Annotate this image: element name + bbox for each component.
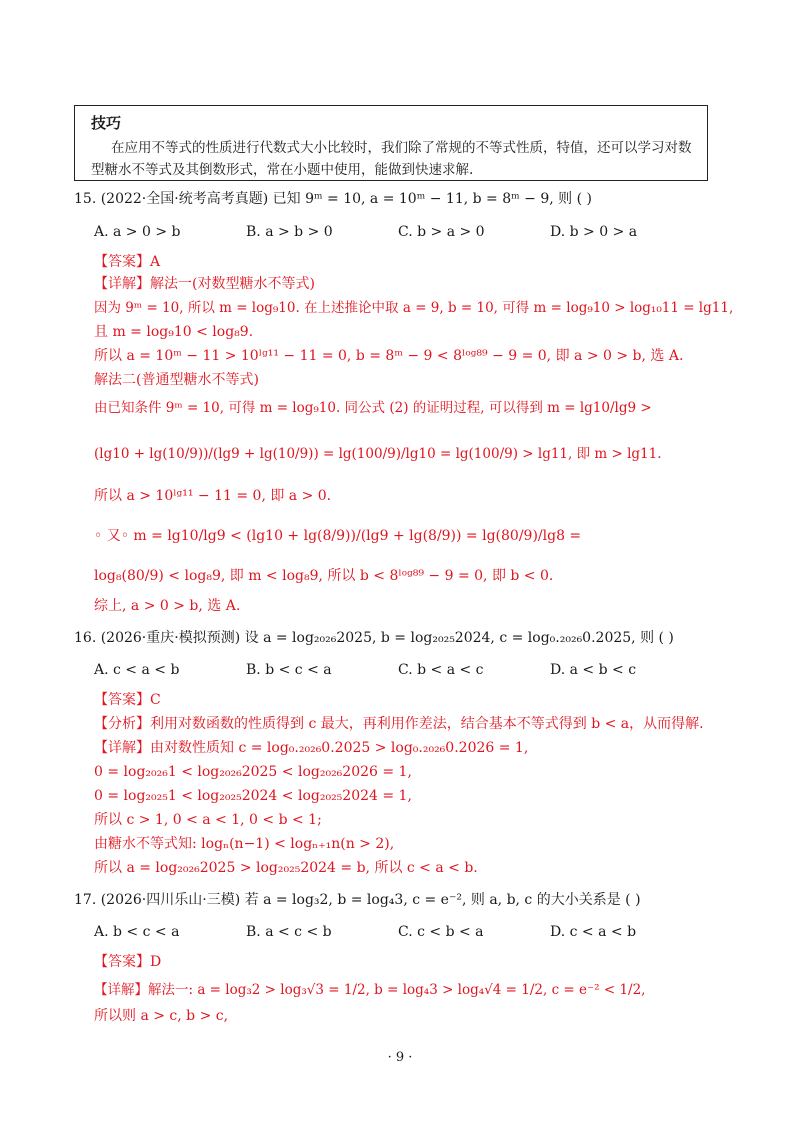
q15-line-5: 解法二(普通型糖水不等式): [94, 372, 259, 388]
q15-line-9: ◦ 又◦ m = lg10/lg9 < (lg10 + lg(8/9))/(lg9 + lg(8/9)) = lg(80/9)/lg8 =: [94, 528, 582, 544]
q16-line-3: 0 = log₂₀₂₆1 < log₂₀₂₆2025 < log₂₀₂₆2026 = 1,: [94, 764, 412, 780]
q16-line-2: 【详解】由对数性质知 c = log₀.₂₀₂₆0.2025 > log₀.₂₀₂₆0.2026 = 1,: [94, 740, 529, 756]
q15-line-11: 综上, a > 0 > b, 选 A.: [94, 598, 241, 614]
tip-line-1: 在应用不等式的性质进行代数式大小比较时，我们除了常规的不等式性质，特值，还可以学习对数: [111, 140, 692, 156]
tip-title: 技巧: [91, 114, 122, 132]
q16-answer: 【答案】C: [94, 692, 161, 708]
q16-line-7: 所以 a = log₂₀₂₆2025 > log₂₀₂₅2024 = b, 所以 c < a < b.: [94, 860, 478, 876]
q16-option-d: D. a < b < c: [550, 662, 637, 678]
q15-line-8: 所以 a > 10ˡᵍ¹¹ − 11 = 0, 即 a > 0.: [94, 488, 332, 504]
q15-line-10: log₈(80/9) < log₈9, 即 m < log₈9, 所以 b < 8ˡᵒᵍ⁸⁹ − 9 = 0, 即 b < 0.: [94, 568, 554, 584]
q17-option-c: C. c < b < a: [398, 924, 484, 940]
q16-line-5: 所以 c > 1, 0 < a < 1, 0 < b < 1;: [94, 812, 322, 828]
q15-line-1: 【详解】解法一(对数型糖水不等式): [94, 276, 315, 292]
q16-option-c: C. b < a < c: [398, 662, 484, 678]
q17-line-1: 【详解】解法一: a = log₃2 > log₃√3 = 1/2, b = log₄3 > log₄√4 = 1/2, c = e⁻² < 1/2,: [94, 982, 646, 998]
q15-answer: 【答案】A: [94, 254, 161, 270]
q15-line-6: 由已知条件 9ᵐ = 10, 可得 m = log₉10. 同公式 (2) 的证明过程, 可以得到 m = lg10/lg9 >: [94, 400, 652, 416]
q15-option-b: B. a > b > 0: [246, 224, 333, 240]
tip-line-2: 型糖水不等式及其倒数形式，常在小题中使用，能做到快速求解.: [91, 162, 474, 178]
q17-stem: 17. (2026·四川乐山·三模) 若 a = log₃2, b = log₄3, c = e⁻², 则 a, b, c 的大小关系是 ( ): [74, 892, 641, 908]
q15-stem: 15. (2022·全国·统考高考真题) 已知 9ᵐ = 10, a = 10ᵐ − 11, b = 8ᵐ − 9, 则 ( ): [74, 191, 592, 207]
q17-answer: 【答案】D: [94, 954, 162, 970]
q16-line-4: 0 = log₂₀₂₅1 < log₂₀₂₅2024 < log₂₀₂₅2024 = 1,: [94, 788, 412, 804]
q15-line-7: (lg10 + lg(10/9))/(lg9 + lg(10/9)) = lg(100/9)/lg10 = lg(100/9) > lg11, 即 m > lg11.: [94, 446, 662, 462]
tip-box: [74, 105, 708, 181]
q17-option-d: D. c < a < b: [550, 924, 637, 940]
q16-line-1: 【分析】利用对数函数的性质得到 c 最大，再利用作差法，结合基本不等式得到 b < a，从而得解.: [94, 716, 704, 732]
q17-line-2: 所以则 a > c, b > c,: [94, 1008, 229, 1024]
q17-option-a: A. b < c < a: [94, 924, 180, 940]
q15-line-4: 所以 a = 10ᵐ − 11 > 10ˡᵍ¹¹ − 11 = 0, b = 8ᵐ − 9 < 8ˡᵒᵍ⁸⁹ − 9 = 0, 即 a > 0 > b, 选 A.: [94, 348, 684, 364]
q15-line-2: 因为 9ᵐ = 10, 所以 m = log₉10. 在上述推论中取 a = 9, b = 10, 可得 m = log₉10 > log₁₀11 = lg11,: [94, 300, 734, 316]
q16-line-6: 由糖水不等式知: logₙ(n−1) < logₙ₊₁n(n > 2),: [94, 836, 395, 852]
q15-option-d: D. b > 0 > a: [550, 224, 638, 240]
q15-line-3: 且 m = log₉10 < log₈9.: [94, 324, 254, 340]
q16-option-a: A. c < a < b: [94, 662, 180, 678]
q16-option-b: B. b < c < a: [246, 662, 332, 678]
q15-option-a: A. a > 0 > b: [94, 224, 181, 240]
q17-option-b: B. a < c < b: [246, 924, 332, 940]
q16-stem: 16. (2026·重庆·模拟预测) 设 a = log₂₀₂₆2025, b = log₂₀₂₅2024, c = log₀.₂₀₂₆0.2025, 则 ( ): [74, 630, 674, 646]
page-number: · 9 ·: [387, 1050, 413, 1065]
q15-option-c: C. b > a > 0: [398, 224, 485, 240]
